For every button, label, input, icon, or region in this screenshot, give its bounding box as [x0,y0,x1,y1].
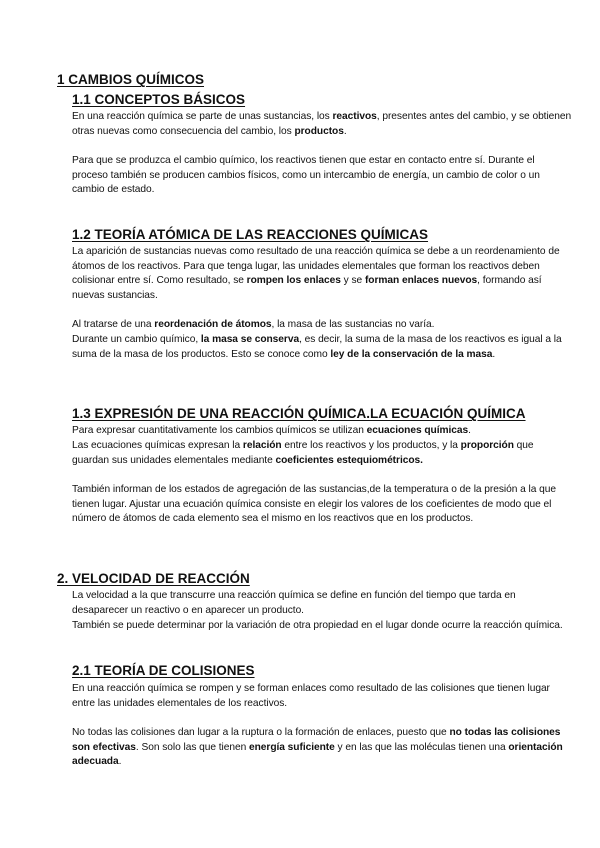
section-1-3-paragraph-2: Las ecuaciones químicas expresan la relación entre los reactivos y los productos, y la proporción que guardan sus unidades elementales mediante coeficientes estequiométricos. [72,440,534,466]
section-1-1-paragraph-1: En una reacción química se parte de unas sustancias, los reactivos, presentes antes del cambio, y se obtienen otras nuevas como consecuencia del cambio, los productos. [72,111,572,137]
section-2-title: 2. VELOCIDAD DE REACCIÓN [57,571,250,586]
section-2-1-title: 2.1 TEORÍA DE COLISIONES [72,663,255,678]
section-1-3-paragraph-3: También informan de los estados de agregación de las sustancias,de la temperatura o de la presión a la que tienen lugar. Ajustar una ecuación química consiste en elegir los valores de los coeficientes de modo que el número de átomos de cada elemento sea el mismo en los reactivos que en los productos. [72,484,557,525]
section-1-2-title: 1.2 TEORÍA ATÓMICA DE LAS REACCIONES QUÍMICAS [72,227,429,242]
section-1-3-paragraph-1: Para expresar cuantitativamente los cambios químicos se utilizan ecuaciones químicas. [72,425,471,436]
section-1-2-paragraph-2: Al tratarse de una reordenación de átomos, la masa de las sustancias no varía. [72,319,435,330]
section-2-1-paragraph-2: No todas las colisiones dan lugar a la ruptura o la formación de enlaces, puesto que no todas las colisiones son efectivas. Son solo las que tienen energía suficiente y en las que las moléculas tienen una orientación adecuada. [72,727,563,768]
section-1-1-paragraph-2: Para que se produzca el cambio químico, los reactivos tienen que estar en contacto entre sí. Durante el proceso también se producen cambios físicos, como un intercambio de energía, un cambio de color o un cambio de estado. [72,155,540,196]
section-2-paragraph-2: También se puede determinar por la variación de otra propiedad en el lugar donde ocurre la reacción química. [72,620,563,631]
section-1-1-title: 1.1 CONCEPTOS BÁSICOS [72,92,246,107]
section-2-1-paragraph-1: En una reacción química se rompen y se forman enlaces como resultado de las colisiones que tienen lugar entre las unidades elementales de los reactivos. [72,683,550,709]
section-2-paragraph-1: La velocidad a la que transcurre una reacción química se define en función del tiempo que tarda en desaparecer un reactivo o en aparecer un producto. [72,590,516,616]
section-1-2-paragraph-1: La aparición de sustancias nuevas como resultado de una reacción química se debe a un reordenamiento de átomos de los reactivos. Para que tenga lugar, las unidades elementales que forman los reactivos deben colisionar entre sí. Como resultado, se rompen los enlaces y se forman enlaces nuevos, formando así nuevas sustancias. [72,246,560,301]
section-1-title: 1 CAMBIOS QUÍMICOS [57,72,205,87]
section-1-3-title: 1.3 EXPRESIÓN DE UNA REACCIÓN QUÍMICA.LA ECUACIÓN QUÍMICA [72,406,526,421]
section-1-2-paragraph-3: Durante un cambio químico, la masa se conserva, es decir, la suma de la masa de los reactivos es igual a la suma de la masa de los productos. Esto se conoce como ley de la conservación de la masa. [72,334,562,360]
